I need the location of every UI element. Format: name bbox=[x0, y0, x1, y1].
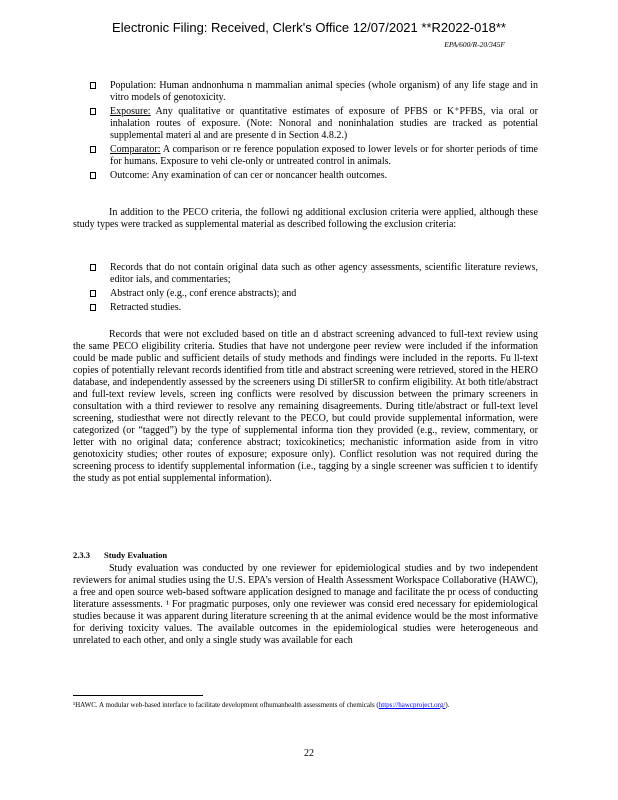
list-item bbox=[90, 170, 538, 182]
list-item-text: Records that do not contain original data such as other agency assessments, scientific literature reviews, editor ials, and commentaries; bbox=[110, 262, 538, 285]
checkbox-glyph-icon bbox=[90, 108, 96, 115]
checkbox-glyph-icon bbox=[90, 290, 96, 297]
footnote-close: ). bbox=[445, 701, 450, 709]
criterion-label: Outcome: bbox=[110, 170, 150, 181]
section-number: 2.3.3 bbox=[73, 550, 90, 560]
footnote bbox=[73, 700, 533, 710]
footnote-text: HAWC. A modular web-based interface to facilitate development ofhumanhealth assessments of chemicals ( bbox=[75, 701, 379, 709]
checkbox-glyph-icon bbox=[90, 304, 96, 311]
criterion-text: Human andnonhuma n mammalian animal species (whole organism) of any life stage and in vitro models of genotoxicity. bbox=[110, 80, 538, 103]
criterion-text: A comparison or re ference population exposed to lower levels or for shorter periods of time for humans. Exposure to vehi cle-only or untreated control in animals. bbox=[110, 144, 538, 167]
checkbox-glyph-icon bbox=[90, 82, 96, 89]
checkbox-glyph-icon bbox=[90, 172, 96, 179]
section-title: Study Evaluation bbox=[104, 550, 168, 560]
criterion-text: Any qualitative or quantitative estimates of exposure of PFBS or K⁺PFBS, via oral or inhalation routes of exposure. (Note: Nonoral and noninhalation studies are tracked as potential supplemental materi al and are presente d in Section 4.8.2.) bbox=[110, 106, 538, 141]
criterion-label: Exposure: bbox=[110, 106, 151, 117]
checkbox-glyph-icon bbox=[90, 264, 96, 271]
criterion-label: Population: bbox=[110, 80, 157, 91]
peco-criteria-list bbox=[90, 80, 538, 184]
footnote-divider bbox=[73, 695, 203, 696]
document-id: EPA/600/R-20/345F bbox=[444, 40, 505, 49]
list-item bbox=[90, 144, 538, 168]
paragraph-study-evaluation: Study evaluation was conducted by one reviewer for epidemiological studies and by two independent reviewers for animal studies using the U.S. EPA’s version of Health Assessment Workspace Collaborative (HAWC), a free and open source web-based software application designed to manage and facilitate the pr ocess of conducting literature assessments. ¹ For pragmatic purposes, only one reviewer was consid ered necessary for epidemiological studies because it was apparent during literature screening th at the animal evidence would be the most informative for deriving toxicity values. The available outcomes in the epidemiological studies were heterogeneous and unrelated to each other, and only a single study was available for each bbox=[73, 563, 538, 646]
section-heading bbox=[73, 550, 181, 560]
list-item bbox=[90, 302, 538, 314]
list-item bbox=[90, 80, 538, 104]
filing-header: Electronic Filing: Received, Clerk's Office 12/07/2021 **R2022-018** bbox=[112, 20, 506, 35]
list-item-text: Abstract only (e.g., conf erence abstracts); and bbox=[110, 288, 297, 299]
list-item bbox=[90, 106, 538, 142]
list-item-text: Retracted studies. bbox=[110, 302, 182, 313]
list-item bbox=[90, 288, 538, 300]
criterion-label: Comparator: bbox=[110, 144, 161, 155]
footnote-marker: ¹ bbox=[73, 701, 76, 709]
paragraph-fulltext-review: Records that were not excluded based on title an d abstract screening advanced to full-text review using the same PECO eligibility criteria. Studies that have not undergone peer review were included if the information could be made public and sufficient details of study methods and findings were included in the reports. Fu ll-text copies of potentially relevant records identified from title and abstract screening were retrieved, stored in the HERO database, and independently assessed by the screeners using Di stillerSR to confirm eligibility. At both title/abstract and full-text review levels, screen ing conflicts were resolved by discussion between the primary screeners in consultation with a third reviewer to resolve any remaining disagreements. During title/abstract or full-text level screening, studiesthat were not directly relevant to the PECO, but could provide supplemental information, were categorized (or “tagged”) by the type of supplemental informa tion they provided (e.g., review, commentary, or letter with no original data; conference abstract; toxicokinetics; mechanistic information aside from in vitro genotoxicity studies; other routes of exposure; exposure only). Conflict resolution was not required during the screening process to identify supplemental information (i.e., tagging by a single screener was sufficien t to identify the study as pot ential supplemental information). bbox=[73, 329, 538, 484]
checkbox-glyph-icon bbox=[90, 146, 96, 153]
exclusion-criteria-list bbox=[90, 262, 538, 316]
criterion-text: Any examination of can cer or noncancer health outcomes. bbox=[149, 170, 388, 181]
paragraph-exclusion-intro: In addition to the PECO criteria, the followi ng additional exclusion criteria were applied, although these study types were tracked as supplemental material as described following the exclusion criteria: bbox=[73, 207, 538, 230]
list-item bbox=[90, 262, 538, 286]
hawc-link[interactable]: https://hawcproject.org/ bbox=[378, 701, 446, 709]
page-number: 22 bbox=[304, 748, 314, 759]
